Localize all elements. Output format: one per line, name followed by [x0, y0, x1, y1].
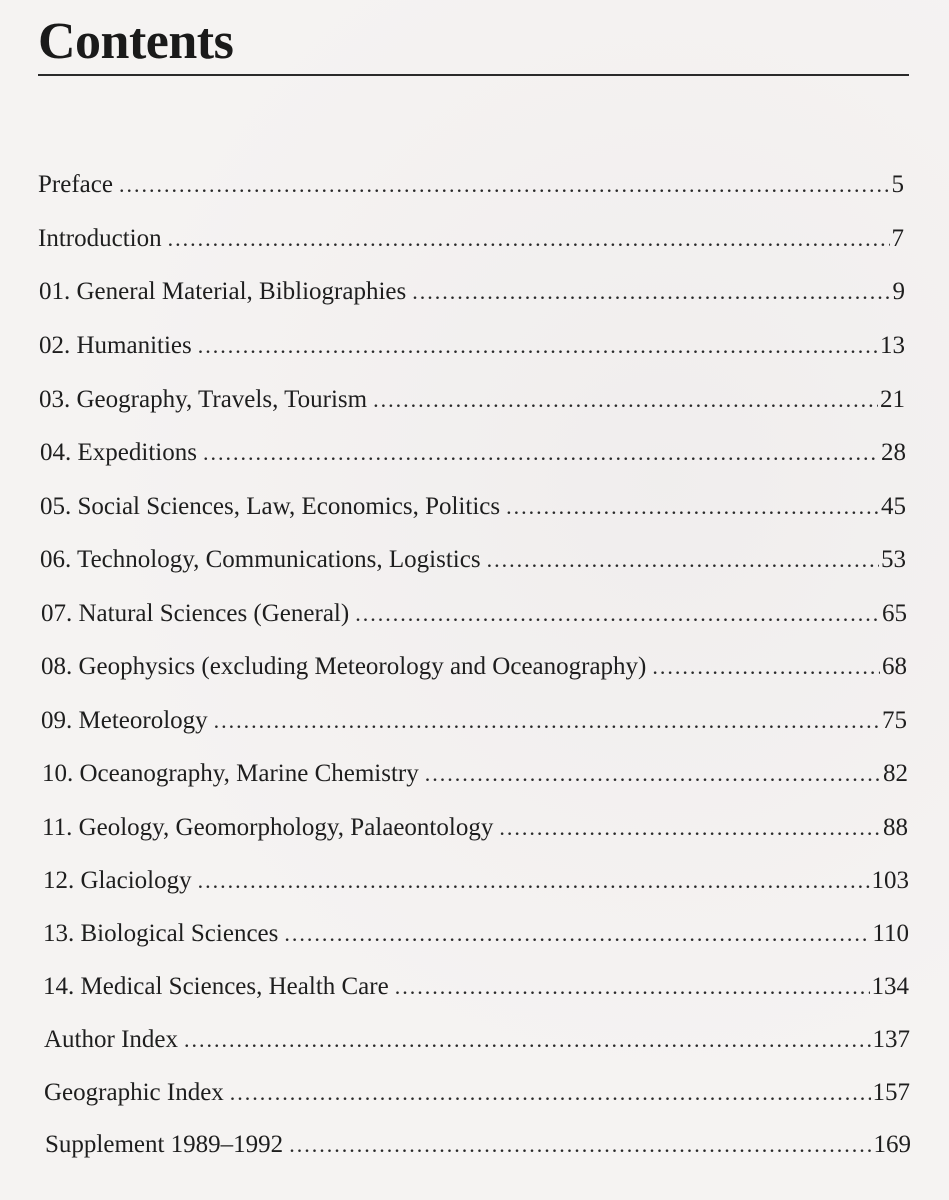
- toc-entry-page-number: 9: [892, 278, 905, 305]
- toc-entry-page-number: 68: [882, 653, 907, 680]
- dot-leader: [284, 917, 870, 951]
- toc-entry-11[interactable]: [42, 811, 908, 845]
- toc-entry-page-number: 169: [873, 1131, 911, 1158]
- toc-entry-06[interactable]: [40, 543, 906, 577]
- toc-entry-page-number: 157: [872, 1079, 910, 1106]
- toc-entry-supplement[interactable]: [45, 1128, 911, 1162]
- toc-entry-page-number: 65: [882, 600, 907, 627]
- toc-entry-label: Preface: [38, 171, 113, 198]
- toc-entry-page-number: 53: [881, 546, 906, 573]
- toc-entry-03[interactable]: [39, 383, 905, 417]
- dot-leader: [499, 811, 881, 845]
- toc-entry-label: 08. Geophysics (excluding Meteorology and Oceanography): [41, 653, 647, 680]
- toc-entry-preface[interactable]: [38, 168, 904, 202]
- dot-leader: [168, 222, 890, 256]
- toc-entry-label: Supplement 1989–1992: [45, 1131, 284, 1158]
- toc-entry-geographic-index[interactable]: [44, 1076, 910, 1110]
- toc-entry-label: 12. Glaciology: [43, 867, 192, 894]
- toc-entry-label: 14. Medical Sciences, Health Care: [43, 973, 389, 1000]
- toc-entry-04[interactable]: [40, 436, 906, 470]
- dot-leader: [198, 329, 878, 363]
- toc-entry-page-number: 13: [880, 332, 905, 359]
- toc-entry-10[interactable]: [42, 757, 908, 791]
- toc-entry-page-number: 82: [883, 760, 908, 787]
- toc-entry-label: Author Index: [44, 1026, 178, 1053]
- toc-entry-label: 06. Technology, Communications, Logistics: [40, 546, 481, 573]
- toc-entry-label: 09. Meteorology: [41, 707, 208, 734]
- toc-entry-label: 05. Social Sciences, Law, Economics, Politics: [40, 493, 501, 520]
- toc-entry-page-number: 45: [881, 493, 906, 520]
- dot-leader: [230, 1076, 871, 1110]
- toc-entry-02[interactable]: [39, 329, 905, 363]
- toc-entry-label: Introduction: [38, 225, 162, 252]
- toc-entry-08[interactable]: [41, 650, 907, 684]
- toc-entry-page-number: 75: [882, 707, 907, 734]
- dot-leader: [119, 168, 890, 202]
- toc-entry-label: 13. Biological Sciences: [43, 920, 279, 947]
- dot-leader: [487, 543, 879, 577]
- toc-entry-14[interactable]: [43, 970, 909, 1004]
- toc-entry-page-number: 134: [871, 973, 909, 1000]
- toc-entry-07[interactable]: [41, 597, 907, 631]
- dot-leader: [214, 704, 880, 738]
- toc-entry-12[interactable]: [43, 864, 909, 898]
- toc-entry-label: 02. Humanities: [39, 332, 192, 359]
- dot-leader: [198, 864, 870, 898]
- toc-entry-label: Geographic Index: [44, 1079, 224, 1106]
- toc-entry-page-number: 5: [891, 171, 904, 198]
- dot-leader: [355, 597, 880, 631]
- toc-entry-introduction[interactable]: [38, 222, 904, 256]
- dot-leader: [203, 436, 879, 470]
- toc-entry-author-index[interactable]: [44, 1023, 910, 1057]
- dot-leader: [412, 275, 890, 309]
- toc-entry-01[interactable]: [39, 275, 905, 309]
- toc-entry-13[interactable]: [43, 917, 909, 951]
- toc-entry-label: 01. General Material, Bibliographies: [39, 278, 407, 305]
- toc-entry-page-number: 103: [871, 867, 909, 894]
- toc-entry-05[interactable]: [40, 490, 906, 524]
- toc-entry-page-number: 110: [872, 920, 909, 947]
- toc-entry-label: 11. Geology, Geomorphology, Palaeontology: [42, 814, 494, 841]
- toc-entry-label: 04. Expeditions: [40, 439, 197, 466]
- toc-entry-label: 07. Natural Sciences (General): [41, 600, 350, 627]
- dot-leader: [289, 1128, 871, 1162]
- toc-entry-page-number: 7: [891, 225, 904, 252]
- dot-leader: [506, 490, 879, 524]
- toc-entry-page-number: 28: [881, 439, 906, 466]
- dot-leader: [652, 650, 880, 684]
- dot-leader: [395, 970, 870, 1004]
- page-title: Contents: [38, 13, 234, 70]
- dot-leader: [373, 383, 878, 417]
- toc-entry-page-number: 21: [880, 386, 905, 413]
- toc-entry-page-number: 88: [883, 814, 908, 841]
- toc-entry-09[interactable]: [41, 704, 907, 738]
- toc-entry-page-number: 137: [872, 1026, 910, 1053]
- toc-entry-label: 10. Oceanography, Marine Chemistry: [42, 760, 419, 787]
- toc-entry-label: 03. Geography, Travels, Tourism: [39, 386, 368, 413]
- dot-leader: [184, 1023, 871, 1057]
- dot-leader: [425, 757, 881, 791]
